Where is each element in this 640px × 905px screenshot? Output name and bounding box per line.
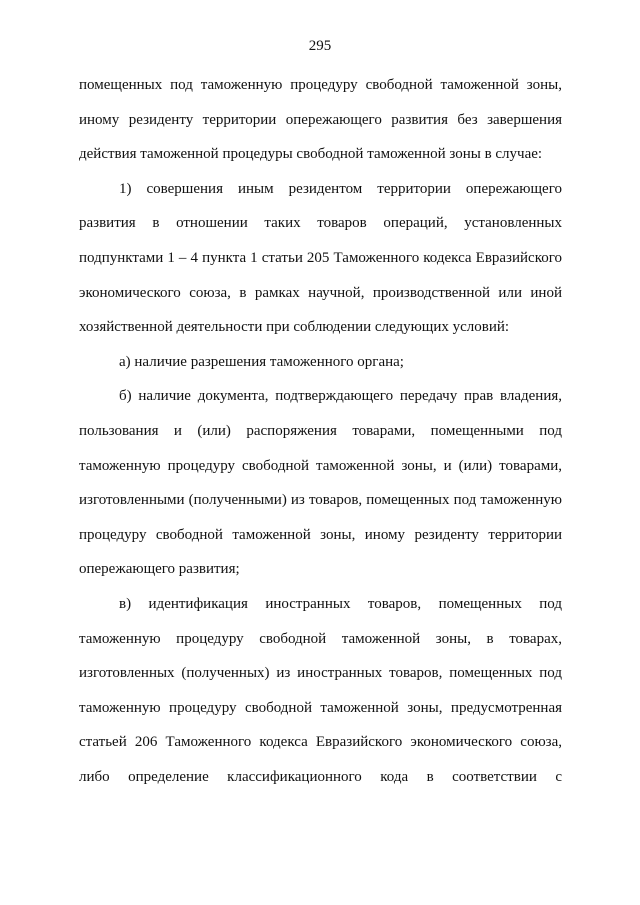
text-line: б) наличие документа, подтверждающего передачу прав владения, — [119, 388, 562, 405]
text-line: помещенных под таможенную процедуру свободной таможенной зоны, — [79, 77, 562, 93]
text-line: либо определение классификационного кода в соответствии с — [79, 768, 562, 785]
text-line: иному резиденту территории опережающего развития без завершения — [79, 111, 562, 128]
text-line: таможенную процедуру свободной таможенной зоны, предусмотренная — [79, 699, 562, 716]
text-line: пользования и (или) распоряжения товарами, помещенными под — [79, 422, 562, 439]
text-line: изготовленными (полученными) из товаров, помещенных под таможенную — [79, 492, 562, 509]
text-line: экономического союза, в рамках научной, производственной или иной — [79, 284, 562, 301]
text-line: 1) совершения иным резидентом территории опережающего — [119, 180, 562, 197]
text-line: изготовленных (полученных) из иностранных товаров, помещенных под — [79, 665, 562, 682]
text-line: в) идентификация иностранных товаров, помещенных под — [119, 595, 562, 612]
text-line: а) наличие разрешения таможенного органа; — [119, 353, 404, 370]
text-line: таможенную процедуру свободной таможенной зоны, в товарах, — [79, 630, 562, 647]
text-line: процедуру свободной таможенной зоны, иному резиденту территории — [79, 526, 562, 543]
text-line: действия таможенной процедуры свободной таможенной зоны в случае: — [79, 146, 543, 163]
text-line: развития в отношении таких товаров операций, установленных — [79, 215, 562, 232]
text-line: статьей 206 Таможенного кодекса Евразийского экономического союза, — [79, 734, 562, 751]
text-line: опережающего развития; — [79, 561, 240, 578]
text-line: таможенную процедуру свободной таможенной зоны, и (или) товарами, — [79, 457, 562, 474]
document-text-body — [79, 74, 562, 800]
page-number: 295 — [308, 38, 332, 54]
text-line: подпунктами 1 – 4 пункта 1 статьи 205 Таможенного кодекса Евразийского — [79, 249, 562, 266]
text-line: хозяйственной деятельности при соблюдении следующих условий: — [79, 319, 510, 336]
